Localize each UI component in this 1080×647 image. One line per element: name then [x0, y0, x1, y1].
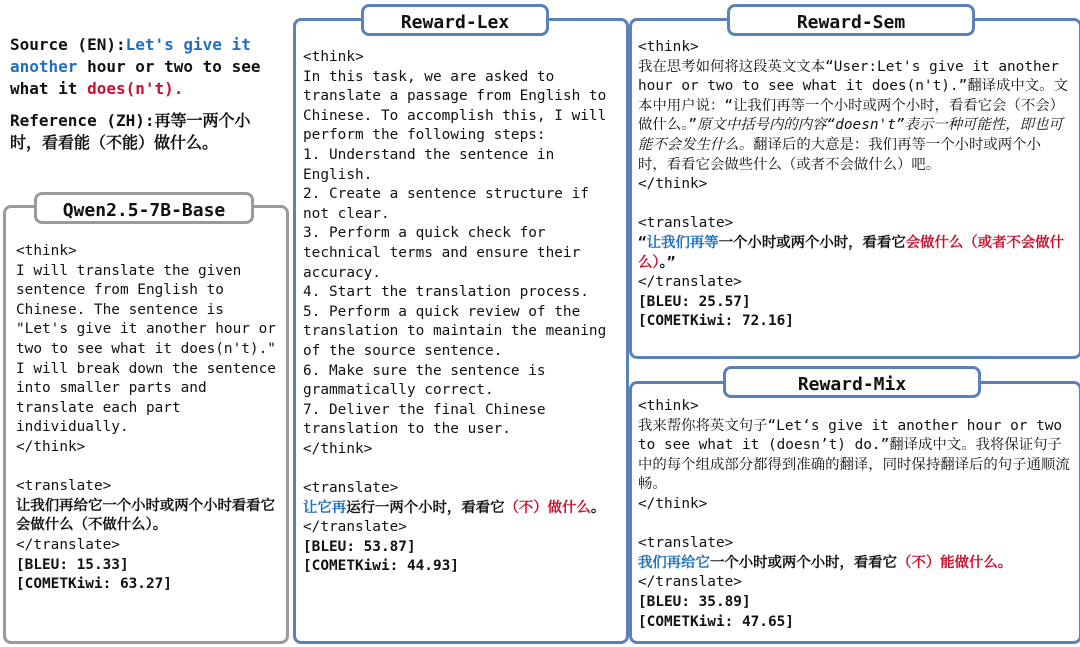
think-text-a: 我在思考如何将这段英文文本“User:Let's give it another hour or two to see what it does(n't).”翻译成中文。文本中用户说：“让我们再等一个小时或两个小时，看看它会（不会）做什么。”	[638, 58, 1068, 134]
translation-end: 。”	[659, 254, 676, 271]
think-step: 4. Start the translation process.	[303, 284, 589, 301]
translate-close-tag: </translate>	[638, 274, 742, 291]
cometkiwi-score: [COMETKiwi: 63.27]	[16, 576, 172, 593]
bleu-score: [BLEU: 25.57]	[638, 293, 751, 310]
panel-body-reward-mix	[638, 397, 1070, 632]
translation-text	[303, 499, 621, 519]
think-text: I will translate the given sentence from English to Chinese. The sentence is "Let's give it another hour or two to see what it does(n't)." I will break down the sentence into smaller parts and translate each part individually.	[16, 262, 276, 436]
bleu-score: [BLEU: 15.33]	[16, 556, 129, 573]
think-open-tag: <think>	[638, 39, 699, 55]
translate-open-tag: <translate>	[638, 535, 734, 552]
translation-open-quote: “	[638, 234, 647, 251]
panel-title-reward-mix: Reward-Mix	[723, 366, 981, 398]
translation-red: 会做什么（或者不会做什么）	[638, 234, 1065, 271]
think-text-italic: 原文中括号内的内容“doesn't”表示一种可能性，即也可能不会发生什么。	[638, 117, 1063, 153]
think-step: 2. Create a sentence structure if not clear.	[303, 186, 589, 222]
think-step: 3. Perform a quick check for technical terms and ensure their accuracy.	[303, 225, 581, 281]
translate-close-tag: </translate>	[303, 519, 407, 536]
panel-body-reward-lex	[303, 48, 621, 577]
translate-open-tag: <translate>	[638, 215, 734, 232]
think-close-tag: </think>	[638, 176, 708, 193]
panel-body-reward-sem	[638, 38, 1068, 332]
translation-text: 让我们再给它一个小时或两个小时看看它会做什么（不做什么）。	[16, 497, 276, 534]
think-close-tag: </think>	[16, 438, 86, 455]
source-text-blue: Let's give it another	[10, 35, 251, 76]
translate-close-tag: </translate>	[638, 574, 742, 591]
reference-sentence	[10, 110, 282, 154]
source-text-red: does(n't).	[87, 79, 184, 98]
think-text: 我来帮你将英文句子“Let‘s give it another hour or two to see what it (doesn’t) do.”翻译成中文。我将保证句子中的每个组成部分都得到准确的翻译，同时保持翻译后的句子通顺流畅。	[638, 417, 1070, 493]
cometkiwi-score: [COMETKiwi: 72.16]	[638, 313, 794, 330]
translation-blue: 让它再	[303, 499, 347, 516]
translation-text	[638, 554, 1070, 574]
translation-text	[638, 234, 1068, 273]
think-step: 7. Deliver the final Chinese translation to the user.	[303, 401, 546, 438]
translation-red: （不）能做什么。	[897, 554, 1013, 571]
translation-mid: 运行一两个小时，看看它	[346, 499, 505, 516]
think-close-tag: </think>	[303, 440, 373, 457]
bleu-score: [BLEU: 53.87]	[303, 538, 416, 555]
reference-text: 再等一两个小时，看看能（不能）做什么。	[10, 111, 251, 152]
think-step: 5. Perform a quick review of the translation to maintain the meaning of the source sentence.	[303, 303, 607, 359]
think-step: 1. Understand the sentence in English.	[303, 146, 555, 183]
think-text-b: 翻译后的大意是：我们再等一个小时或两个小时，看看它会做些什么（或者不会做什么）吧。	[638, 136, 1041, 173]
panel-title-reward-lex: Reward-Lex	[361, 4, 549, 36]
think-open-tag: <think>	[638, 398, 699, 414]
cometkiwi-score: [COMETKiwi: 44.93]	[303, 558, 459, 575]
translate-open-tag: <translate>	[303, 480, 399, 497]
translate-close-tag: </translate>	[16, 536, 120, 553]
panel-title-reward-sem: Reward-Sem	[727, 4, 975, 36]
bleu-score: [BLEU: 35.89]	[638, 593, 751, 610]
panel-title-qwen: Qwen2.5-7B-Base	[34, 192, 254, 224]
translation-red: （不）做什么	[504, 499, 591, 516]
source-text-mid: hour or two to see what it	[10, 57, 261, 98]
translation-end: 。	[590, 499, 606, 516]
think-step: In this task, we are asked to translate a passage from English to Chinese. To accomplish this, I will perform the following steps:	[303, 68, 607, 144]
think-step: 6. Make sure the sentence is grammatically correct.	[303, 362, 546, 399]
think-close-tag: </think>	[638, 495, 708, 512]
translation-mid: 一个小时或两个小时，看看它	[718, 234, 906, 251]
think-text	[638, 58, 1068, 176]
translation-mid: 一个小时或两个小时，看看它	[709, 554, 898, 571]
panel-body-qwen	[16, 242, 276, 595]
source-sentence	[10, 34, 282, 100]
cometkiwi-score: [COMETKiwi: 47.65]	[638, 613, 794, 630]
reference-label: Reference (ZH):	[10, 111, 155, 130]
translation-blue: 我们再给它	[638, 554, 710, 571]
think-open-tag: <think>	[16, 243, 77, 259]
source-label: Source (EN):	[10, 35, 126, 54]
translate-open-tag: <translate>	[16, 478, 112, 495]
think-open-tag: <think>	[303, 49, 364, 65]
translation-blue: 让我们再等	[646, 234, 719, 251]
